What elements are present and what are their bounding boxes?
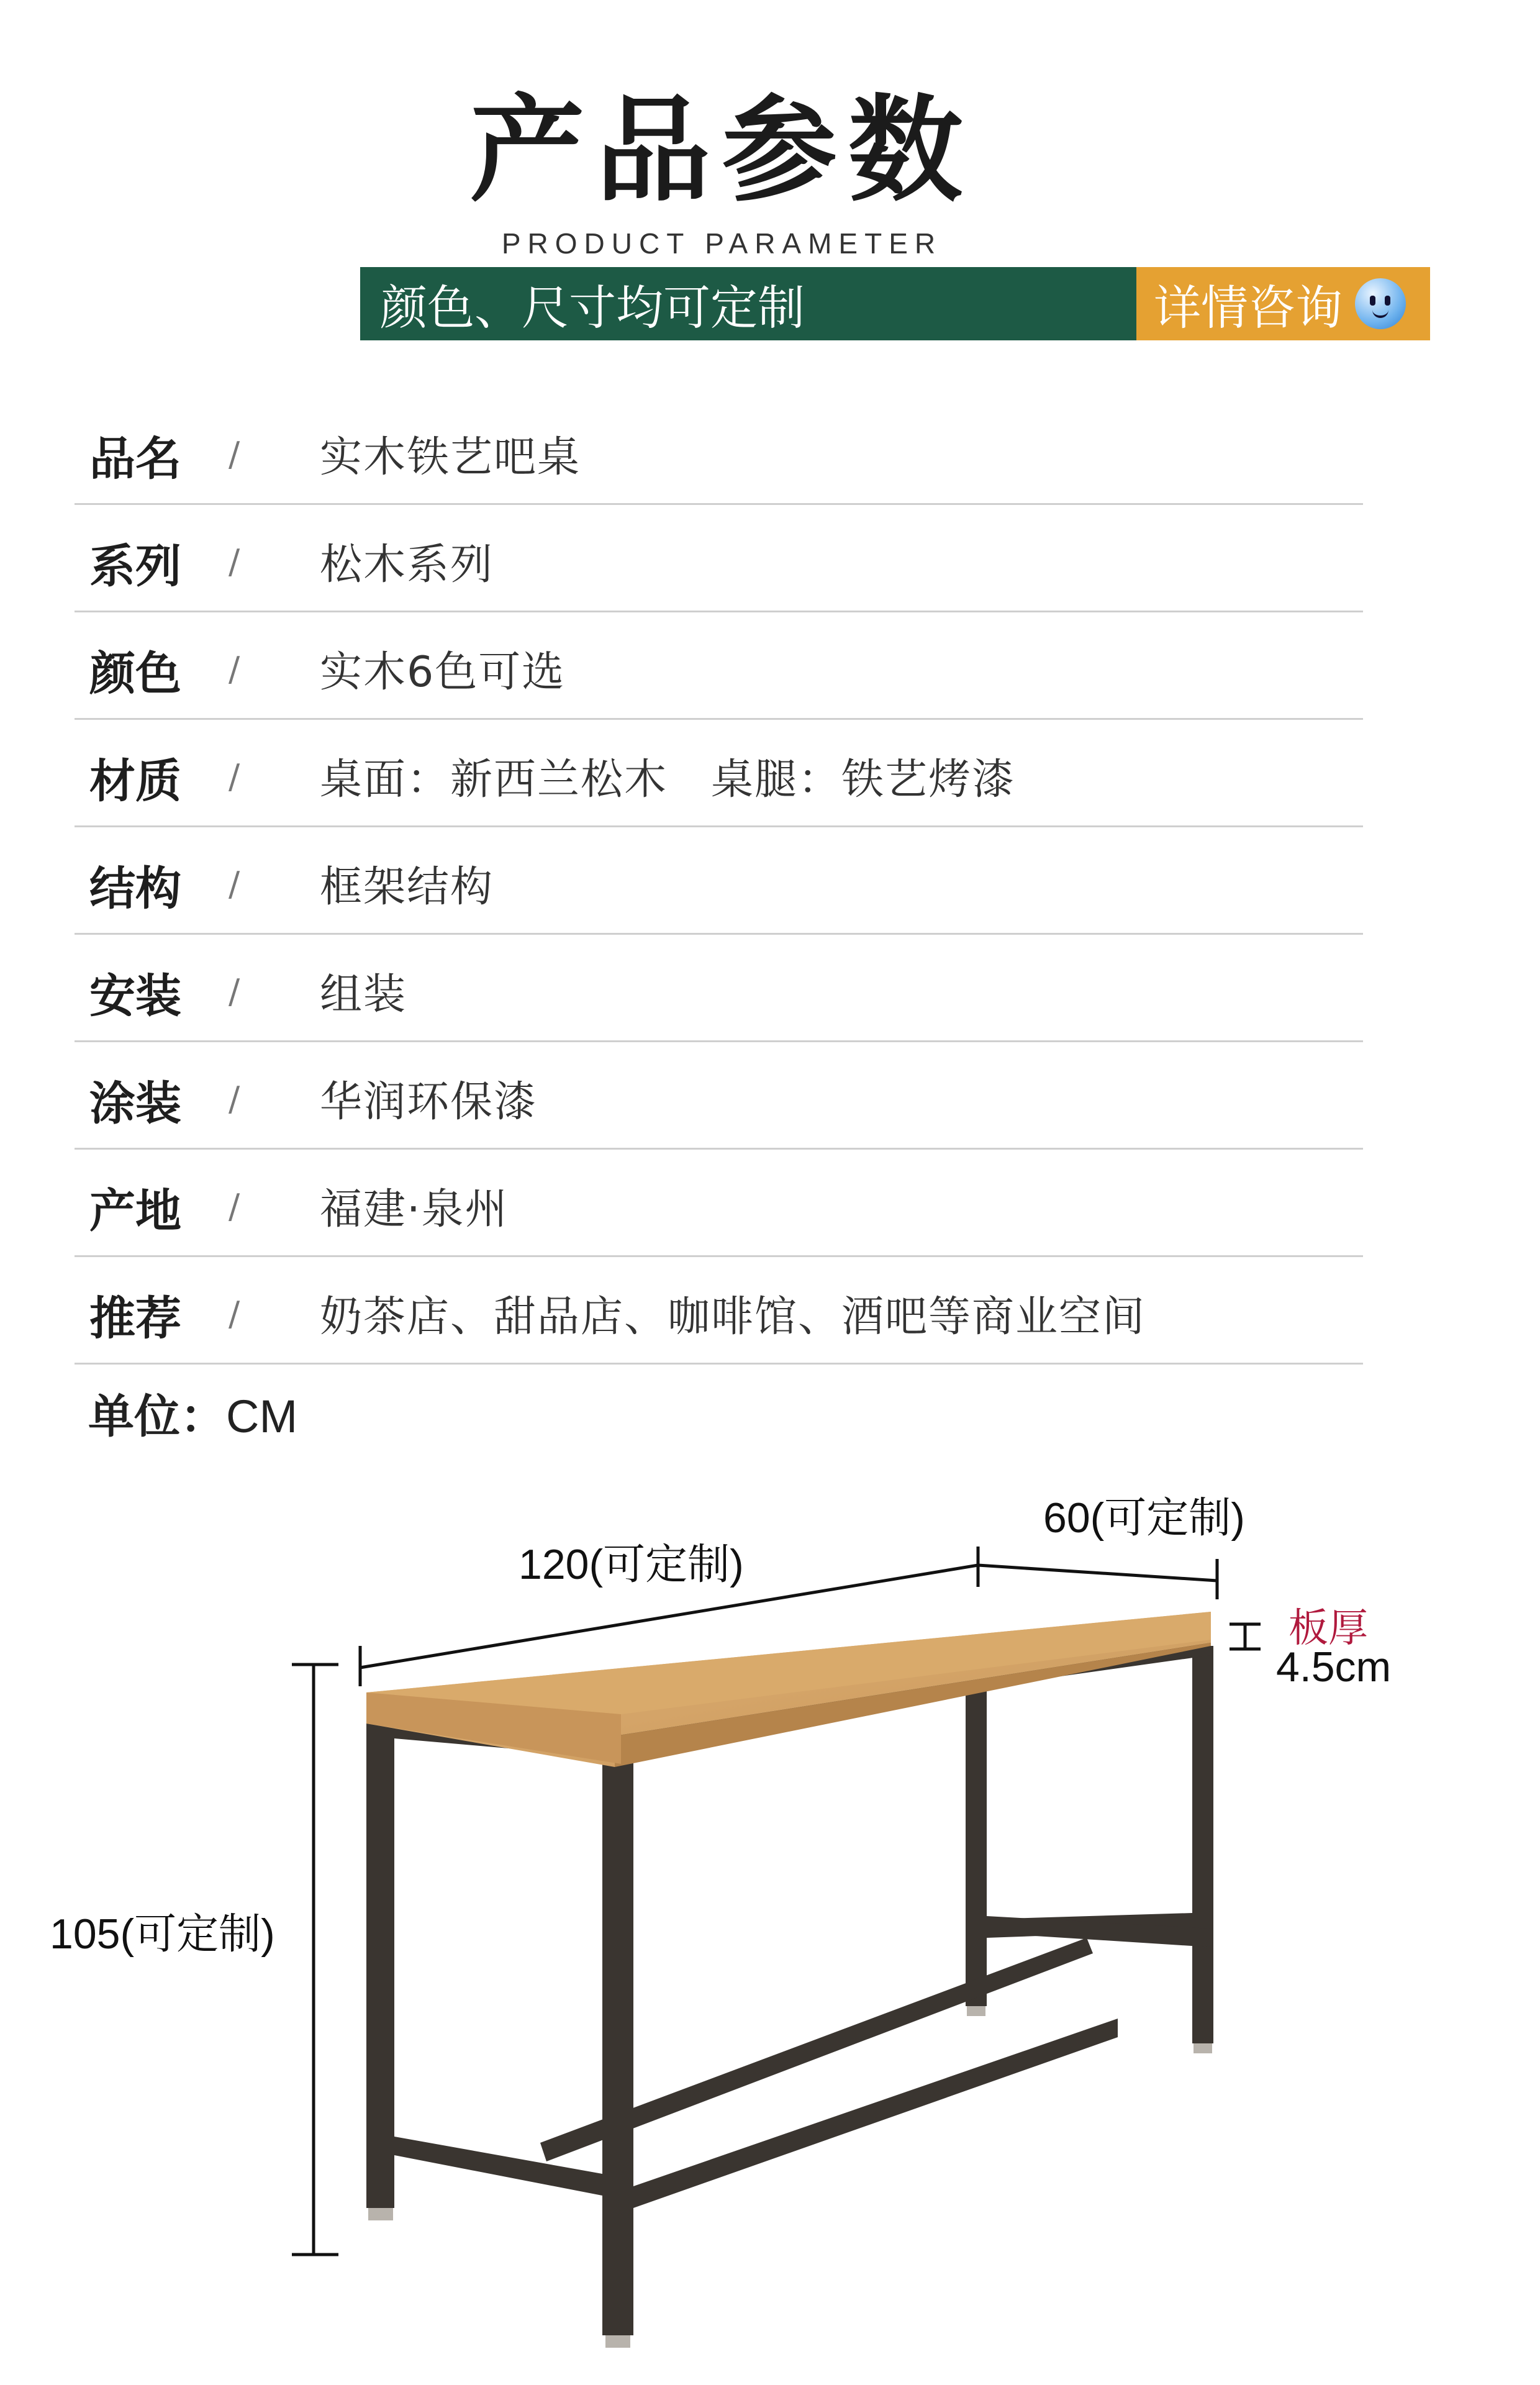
param-label: 结构: [89, 862, 181, 915]
param-value: 桌面：新西兰松木 桌腿：铁艺烤漆: [320, 755, 1016, 804]
param-value: 奶茶店、甜品店、咖啡馆、酒吧等商业空间: [320, 1292, 1146, 1342]
param-value: 框架结构: [320, 863, 494, 912]
param-label: 系列: [89, 540, 181, 593]
param-label: 安装: [89, 970, 181, 1023]
length-dimension: 120(可定制): [519, 1541, 744, 1588]
param-value: 松木系列: [320, 540, 494, 589]
param-separator: /: [229, 1079, 240, 1119]
param-value: 福建·泉州: [320, 1185, 509, 1234]
table-top: [366, 1612, 1211, 1767]
param-separator: /: [229, 542, 240, 581]
param-value: 华润环保漆: [320, 1078, 538, 1127]
param-separator: /: [229, 435, 240, 474]
param-label: 涂装: [89, 1077, 181, 1130]
param-label: 品名: [89, 432, 181, 486]
param-value: 组装: [320, 970, 407, 1019]
height-dimension: 105(可定制): [50, 1910, 275, 1958]
banner-customizable: 颜色、尺寸均可定制: [360, 267, 1136, 340]
param-separator: /: [229, 972, 240, 1011]
param-separator: /: [229, 865, 240, 904]
param-label: 颜色: [89, 647, 181, 701]
param-label: 产地: [89, 1184, 181, 1238]
param-value: 实木6色可选: [320, 648, 566, 697]
param-label: 推荐: [89, 1292, 181, 1345]
unit-label: 单位：: [88, 1390, 226, 1443]
param-separator: /: [229, 1294, 240, 1333]
thickness-label: 板厚: [1289, 1606, 1368, 1651]
page-title: 产品参数: [469, 83, 974, 217]
param-label: 材质: [89, 755, 181, 808]
banner-consult-label: 详情咨询: [1154, 279, 1343, 335]
page-subtitle: PRODUCT PARAMETER: [501, 227, 943, 260]
unit-value: CM: [226, 1391, 298, 1442]
param-value: 实木铁艺吧桌: [320, 433, 581, 482]
param-separator: /: [229, 1187, 240, 1226]
thickness-value: 4.5cm: [1276, 1643, 1392, 1691]
param-separator: /: [229, 757, 240, 796]
param-separator: /: [229, 650, 240, 689]
width-dimension: 60(可定制): [1043, 1494, 1245, 1542]
